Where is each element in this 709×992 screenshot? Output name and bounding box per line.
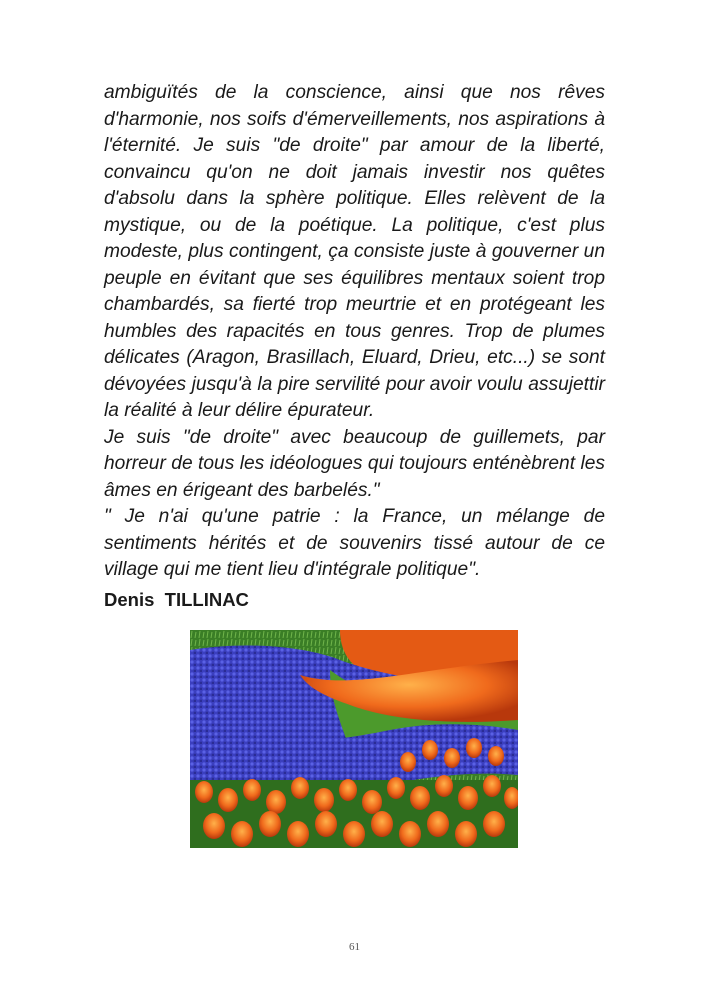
author-signature: Denis TILLINAC: [104, 589, 249, 610]
paragraph: ambiguïtés de la conscience, ainsi que nos rêves d'harmonie, nos soifs d'émerveillements, nos aspirations à l'éternité. Je suis "de droite" par amour de la liberté, convaincu qu'on ne doit jamais investir nos quêtes d'absolu dans la sphère politique. Elles relèvent de la mystique, ou de la poétique. La politique, c'est plus modeste, plus contingent, ça consiste juste à gouverner un peuple en évitant que ses équilibres mentaux soient trop chambardés, sa fierté trop meurtrie et en protégeant les humbles des rapacités en tous genres. Trop de plumes délicates (Aragon, Brasillach, Eluard, Drieu, etc...) se sont dévoyées jusqu'à la pire servilité pour avoir voulu assujettir la réalité à leur délire épurateur.: [104, 82, 605, 421]
paragraph: Je suis "de droite" avec beaucoup de guillemets, par horreur de tous les idéologues qui toujours enténèbrent les âmes en érigeant des barbelés.": [104, 426, 605, 501]
paragraph: " Je n'ai qu'une patrie : la France, un mélange de sentiments hérités et de souvenirs tissé autour de ce village qui me tient lieu d'intégrale politique".: [104, 506, 605, 580]
tulip-field-photo: [190, 630, 518, 848]
body-text: [104, 80, 605, 584]
page-number: 61: [349, 941, 360, 953]
